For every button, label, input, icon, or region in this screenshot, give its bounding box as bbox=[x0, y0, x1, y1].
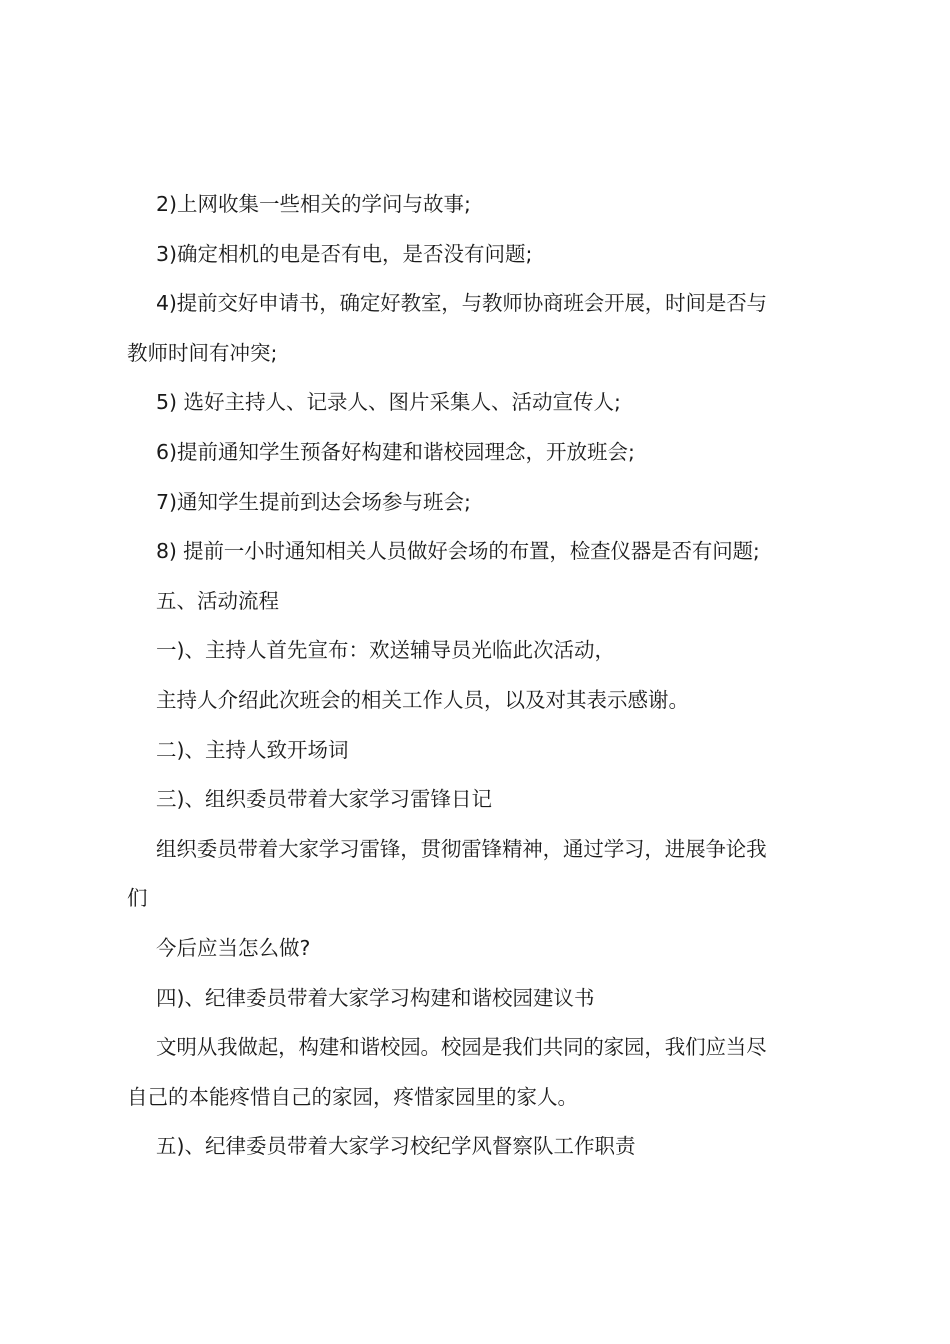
text-line: 文明从我做起，构建和谐校园。校园是我们共同的家园，我们应当尽 bbox=[156, 1035, 767, 1060]
text-line: 们 bbox=[127, 886, 148, 911]
section-heading: 五、活动流程 bbox=[156, 588, 279, 613]
text-line: 二)、主持人致开场词 bbox=[156, 737, 349, 762]
text-line: 6)提前通知学生预备好构建和谐校园理念，开放班会; bbox=[156, 439, 635, 464]
text-line: 2)上网收集一些相关的学问与故事; bbox=[156, 192, 471, 216]
text-line: 8) 提前一小时通知相关人员做好会场的布置，检查仪器是否有问题; bbox=[156, 539, 760, 564]
text-line: 三)、组织委员带着大家学习雷锋日记 bbox=[156, 787, 492, 812]
text-line: 组织委员带着大家学习雷锋，贯彻雷锋精神，通过学习，进展争论我 bbox=[156, 836, 767, 861]
text-line: 五)、纪律委员带着大家学习校纪学风督察队工作职责 bbox=[156, 1134, 636, 1159]
text-line: 3)确定相机的电是否有电，是否没有问题; bbox=[156, 241, 533, 266]
document-body bbox=[127, 180, 832, 1172]
text-line: 7)通知学生提前到达会场参与班会; bbox=[156, 489, 471, 514]
text-line: 教师时间有冲突; bbox=[127, 340, 278, 365]
text-line: 5) 选好主持人、记录人、图片采集人、活动宣传人; bbox=[156, 390, 621, 415]
text-line: 主持人介绍此次班会的相关工作人员，以及对其表示感谢。 bbox=[156, 687, 689, 712]
text-line: 四)、纪律委员带着大家学习构建和谐校园建议书 bbox=[156, 985, 595, 1010]
text-line: 一)、主持人首先宣布：欢送辅导员光临此次活动， bbox=[156, 638, 615, 663]
text-line: 自己的本能疼惜自己的家园，疼惜家园里的家人。 bbox=[127, 1084, 578, 1109]
text-line: 今后应当怎么做? bbox=[156, 935, 311, 960]
text-line: 4)提前交好申请书，确定好教室，与教师协商班会开展，时间是否与 bbox=[156, 291, 767, 316]
